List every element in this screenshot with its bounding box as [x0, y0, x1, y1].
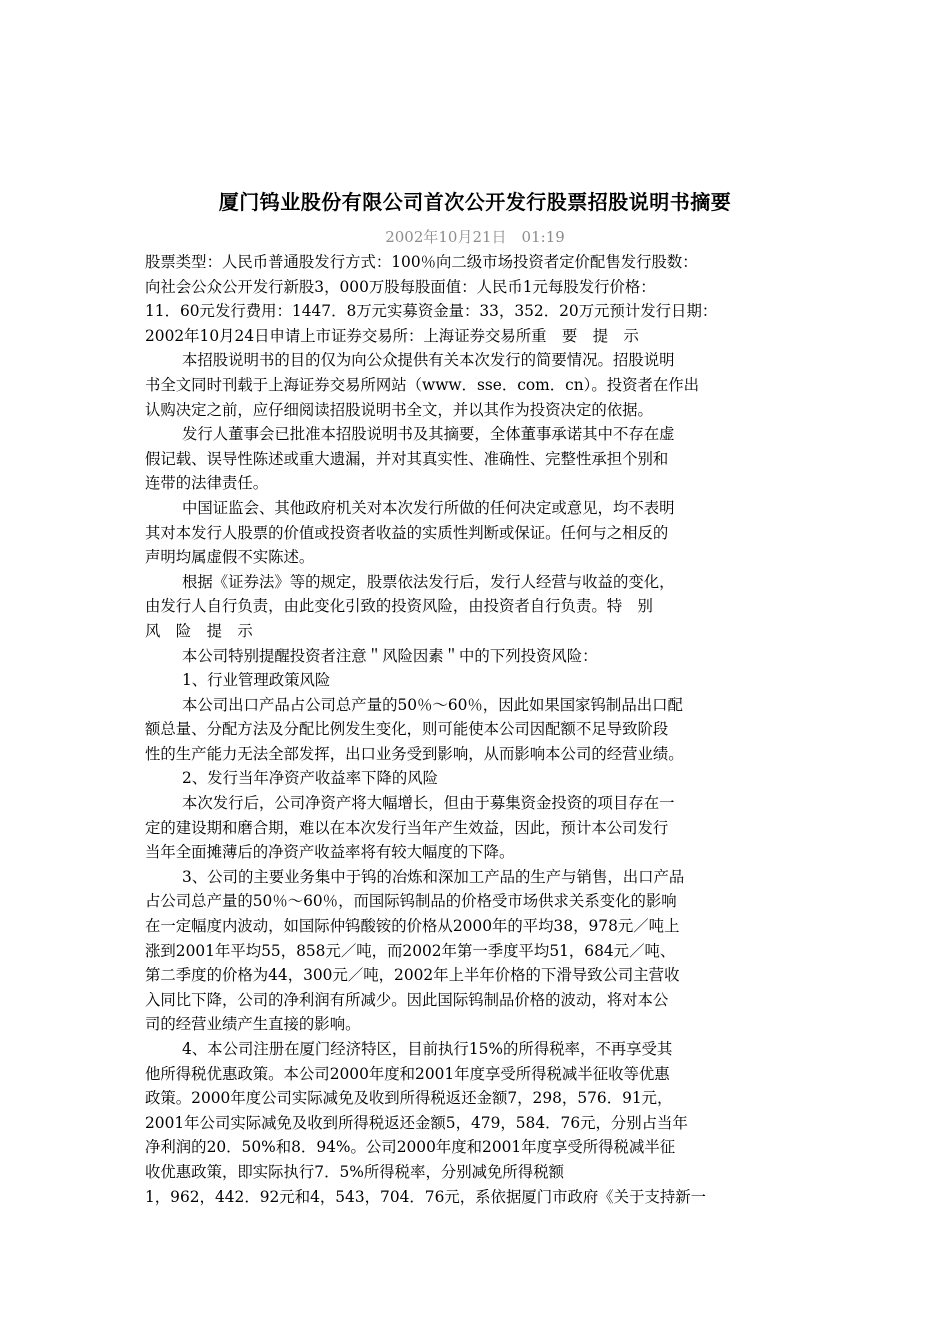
text-line: 当年全面摊薄后的净资产收益率将有较大幅度的下降。 [145, 843, 515, 862]
text-line: 11．60元发行费用：1447．8万元实募资金量：33，352．20万元预计发行日期： [145, 302, 718, 321]
text-line: 入同比下降，公司的净利润有所减少。因此国际钨制品价格的波动，将对本公 [145, 990, 669, 1009]
section-heading: 1、行业管理政策风险 [182, 671, 331, 690]
text-line: 政策。2000年度公司实际减免及收到所得税返还金额7，298，576．91元， [145, 1089, 673, 1108]
text-line: 4、本公司注册在厦门经济特区，目前执行15%的所得税率，不再享受其 [182, 1040, 673, 1058]
text-line: 股票类型：人民币普通股发行方式：100％向二级市场投资者定价配售发行股数： [145, 253, 698, 271]
text-line: 本公司出口产品占公司总产量的50％～60％，因此如果国家钨制品出口配 [182, 695, 683, 714]
text-line: 由发行人自行负责，由此变化引致的投资风险，由投资者自行负责。特 别 [145, 597, 653, 616]
text-line: 第二季度的价格为44，300元／吨，2002年上半年价格的下滑导致公司主营收 [145, 966, 680, 985]
text-line: 其对本发行人股票的价值或投资者收益的实质性判断或保证。任何与之相反的 [145, 523, 669, 542]
text-line: 2001年公司实际减免及收到所得税返还金额5，479，584．76元，分别占当年 [145, 1113, 688, 1132]
text-line: 本次发行后，公司净资产将大幅增长，但由于募集资金投资的项目存在一 [182, 794, 675, 813]
text-line: 本公司特别提醒投资者注意＂风险因素＂中的下列投资风险： [182, 646, 598, 665]
text-line: 涨到2001年平均55，858元／吨，而2002年第一季度平均51，684元／吨、 [145, 941, 676, 960]
text-line: 本招股说明书的目的仅为向公众提供有关本次发行的简要情况。招股说明 [182, 351, 675, 370]
text-line: 书全文同时刊载于上海证券交易所网站（www．sse．com．cn）。投资者在作出 [145, 375, 700, 394]
text-line: 向社会公众公开发行新股3，000万股每股面值：人民币1元每股发行价格： [145, 277, 656, 296]
publish-date: 2002年10月21日 01:19 [385, 228, 565, 246]
text-line: 2002年10月24日申请上市证券交易所：上海证券交易所重 要 提 示 [145, 326, 639, 345]
text-line: 认购决定之前，应仔细阅读招股说明书全文，并以其作为投资决定的依据。 [145, 400, 653, 419]
text-line: 发行人董事会已批准本招股说明书及其摘要，全体董事承诺其中不存在虚 [182, 425, 675, 444]
text-line: 根据《证券法》等的规定，股票依法发行后，发行人经营与收益的变化， [182, 572, 675, 591]
text-line: 他所得税优惠政策。本公司2000年度和2001年度享受所得税减半征收等优惠 [145, 1064, 670, 1083]
section-heading: 2、发行当年净资产收益率下降的风险 [182, 769, 439, 788]
text-line: 风 险 提 示 [145, 621, 253, 640]
text-line: 1，962，442．92元和4，543，704．76元，系依据厦门市政府《关于支持新一 [145, 1187, 707, 1206]
text-line: 收优惠政策，即实际执行7．5%所得税率，分别减免所得税额 [145, 1162, 564, 1181]
document-body [145, 250, 810, 1209]
text-line: 在一定幅度内波动，如国际仲钨酸铵的价格从2000年的平均38，978元／吨上 [145, 917, 680, 936]
text-line: 额总量、分配方法及分配比例发生变化，则可能使本公司因配额不足导致阶段 [145, 720, 669, 739]
text-line: 声明均属虚假不实陈述。 [145, 548, 315, 567]
text-line: 净利润的20．50%和8．94%。公司2000年度和2001年度享受所得税减半征 [145, 1138, 676, 1157]
text-line: 假记载、误导性陈述或重大遗漏，并对其真实性、准确性、完整性承担个别和 [145, 449, 669, 468]
text-line: 中国证监会、其他政府机关对本次发行所做的任何决定或意见，均不表明 [182, 498, 675, 517]
text-line: 定的建设期和磨合期，难以在本次发行当年产生效益，因此，预计本公司发行 [145, 818, 669, 837]
text-line: 司的经营业绩产生直接的影响。 [145, 1015, 361, 1034]
text-line: 连带的法律责任。 [145, 474, 269, 493]
text-line: 3、公司的主要业务集中于钨的冶炼和深加工产品的生产与销售，出口产品 [182, 867, 685, 886]
text-line: 占公司总产量的50％～60％，而国际钨制品的价格受市场供求关系变化的影响 [145, 892, 677, 911]
text-line: 性的生产能力无法全部发挥，出口业务受到影响，从而影响本公司的经营业绩。 [145, 744, 684, 763]
document-title: 厦门钨业股份有限公司首次公开发行股票招股说明书摘要 [218, 190, 732, 214]
